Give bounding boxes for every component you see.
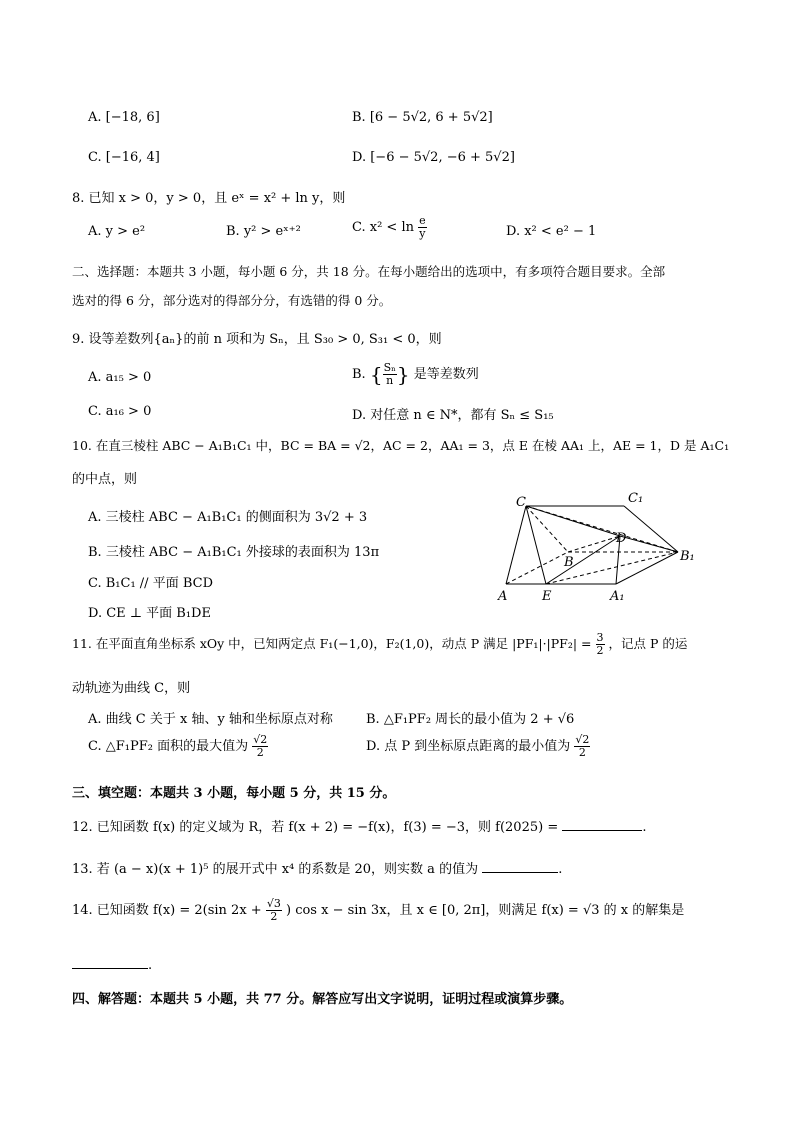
q12-text: 12. 已知函数 f(x) 的定义域为 R，若 f(x + 2) = −f(x)，f(3) = −3，则 f(2025) =: [72, 820, 559, 835]
q11-option-c-fraction: [252, 734, 268, 759]
q11-option-c-numerator: √2: [253, 733, 268, 746]
q11-option-d-fraction: [574, 734, 590, 759]
q9-option-b-brace-right: }: [396, 362, 410, 387]
edge-c-b1-hidden: [526, 506, 678, 552]
q8-option-c-fraction: [418, 215, 427, 240]
label-b1: B₁: [680, 549, 695, 564]
prism-figure: [494, 488, 704, 606]
label-a1: A₁: [610, 589, 625, 604]
q14-numerator: √3: [266, 897, 281, 910]
q9-option-d: D. 对任意 n ∈ N*，都有 Sₙ ≤ S₁₅: [352, 408, 554, 423]
q12: [72, 816, 647, 835]
q7-option-d: D. [−6 − 5√2, −6 + 5√2]: [352, 150, 515, 165]
edge-a1-b1: [616, 552, 678, 584]
q8-option-c-numerator: e: [419, 214, 426, 227]
q11-stem-denominator: 2: [596, 644, 604, 657]
label-b: B: [564, 555, 574, 570]
q11-option-c: [88, 734, 268, 759]
q8-option-c: [352, 215, 427, 240]
q8-option-b: B. y² > eˣ⁺²: [226, 224, 301, 239]
edge-c-a: [506, 506, 526, 584]
q11-stem-suffix: ，记点 P 的运: [608, 636, 688, 651]
section3-title: 三、填空题：本题共 3 小题，每小题 5 分，共 15 分。: [72, 786, 396, 801]
q9-option-b-brace-left: {: [369, 362, 383, 387]
q10-option-a: A. 三棱柱 ABC − A₁B₁C₁ 的侧面积为 3√2 + 3: [88, 510, 368, 525]
edge-e-d: [546, 536, 620, 584]
q13-text: 13. 若 (a − x)(x + 1)⁵ 的展开式中 x⁴ 的系数是 20，则实数 a 的值为: [72, 862, 479, 877]
q9-option-b: [352, 362, 479, 387]
q9-option-a: A. a₁₅ > 0: [88, 370, 152, 385]
q10-option-c: C. B₁C₁ // 平面 BCD: [88, 576, 213, 591]
q11-option-d-numerator: √2: [575, 733, 590, 746]
section2-line1: 二、选择题：本题共 3 小题，每小题 6 分，共 18 分。在每小题给出的选项中，有多项符合题目要求。全部: [72, 264, 666, 279]
q11-option-d-denominator: 2: [578, 746, 586, 759]
q13-end: .: [558, 862, 563, 877]
label-d: D: [616, 531, 627, 546]
q11-option-a: A. 曲线 C 关于 x 轴、y 轴和坐标原点对称: [88, 712, 333, 727]
q11-option-d: [366, 734, 590, 759]
q9-option-b-denominator: n: [386, 374, 394, 387]
q11-stem-line1: [72, 632, 687, 657]
q9-option-c: C. a₁₆ > 0: [88, 404, 152, 419]
label-e: E: [542, 589, 552, 604]
q11-stem-prefix: 11. 在平面直角坐标系 xOy 中，已知两定点 F₁(−1,0)，F₂(1,0)，动点 P 满足 |PF₁|·|PF₂| =: [72, 636, 592, 651]
q10-stem-line1: 10. 在直三棱柱 ABC − A₁B₁C₁ 中，BC = BA = √2，AC = 2，AA₁ = 3，点 E 在棱 AA₁ 上，AE = 1，D 是 A₁C₁: [72, 438, 730, 453]
q12-answer-blank[interactable]: [562, 818, 642, 831]
q12-end: .: [642, 820, 647, 835]
q7-option-b: B. [6 − 5√2, 6 + 5√2]: [352, 110, 493, 125]
q9-option-b-suffix: 是等差数列: [413, 367, 479, 382]
q10-stem-line2: 的中点，则: [72, 472, 138, 487]
q14-suffix: ) cos x − sin 3x，且 x ∈ [0, 2π]，则满足 f(x) = √3 的 x 的解集是: [285, 903, 685, 918]
edge-c1-b1: [624, 506, 678, 552]
q11-option-d-prefix: D. 点 P 到坐标原点距离的最小值为: [366, 739, 571, 754]
q11-stem-fraction: [596, 632, 605, 657]
q14-denominator: 2: [270, 910, 278, 923]
edge-b-d-hidden: [568, 536, 620, 552]
q7-option-c: C. [−16, 4]: [88, 150, 160, 165]
edge-a-b-hidden: [506, 552, 568, 584]
q14-answer: [72, 956, 152, 973]
q13-answer-blank[interactable]: [482, 860, 558, 873]
q11-option-c-denominator: 2: [256, 746, 264, 759]
section2-line2: 选对的得 6 分，部分选对的得部分分，有选错的得 0 分。: [72, 293, 392, 308]
label-a: A: [498, 589, 508, 604]
q9-stem: 9. 设等差数列{aₙ}的前 n 项和为 Sₙ，且 S₃₀ > 0, S₃₁ < 0，则: [72, 332, 442, 347]
q14-answer-blank[interactable]: [72, 956, 148, 969]
q11-stem-numerator: 3: [596, 631, 604, 644]
edge-c-e: [526, 506, 546, 584]
q14-prefix: 14. 已知函数 f(x) = 2(sin 2x +: [72, 903, 262, 918]
q7-option-a: A. [−18, 6]: [88, 110, 160, 125]
q8-option-d: D. x² < e² − 1: [506, 224, 597, 239]
q11-option-c-prefix: C. △F₁PF₂ 面积的最大值为: [88, 739, 249, 754]
q14: [72, 898, 684, 923]
label-c1: C₁: [628, 491, 644, 506]
q10-option-b: B. 三棱柱 ABC − A₁B₁C₁ 外接球的表面积为 13π: [88, 545, 380, 560]
q8-option-c-prefix: C. x² < ln: [352, 220, 414, 235]
q13: [72, 858, 562, 877]
q10-option-d: D. CE ⊥ 平面 B₁DE: [88, 606, 211, 621]
q9-option-b-prefix: B.: [352, 367, 366, 382]
q9-option-b-fraction: [383, 362, 397, 387]
section4-title: 四、解答题：本题共 5 小题，共 77 分。解答应写出文字说明，证明过程或演算步骤。: [72, 992, 573, 1007]
q8-option-a: A. y > e²: [88, 224, 146, 239]
q14-end: .: [148, 958, 153, 973]
q11-option-b: B. △F₁PF₂ 周长的最小值为 2 + √6: [366, 712, 575, 727]
q8-stem: 8. 已知 x > 0，y > 0，且 eˣ = x² + ln y，则: [72, 191, 346, 206]
label-c: C: [516, 495, 526, 510]
q8-option-c-denominator: y: [419, 227, 426, 240]
q14-fraction: [266, 898, 282, 923]
q9-option-b-numerator: Sₙ: [383, 361, 396, 374]
q11-stem-line2: 动轨迹为曲线 C，则: [72, 681, 191, 696]
